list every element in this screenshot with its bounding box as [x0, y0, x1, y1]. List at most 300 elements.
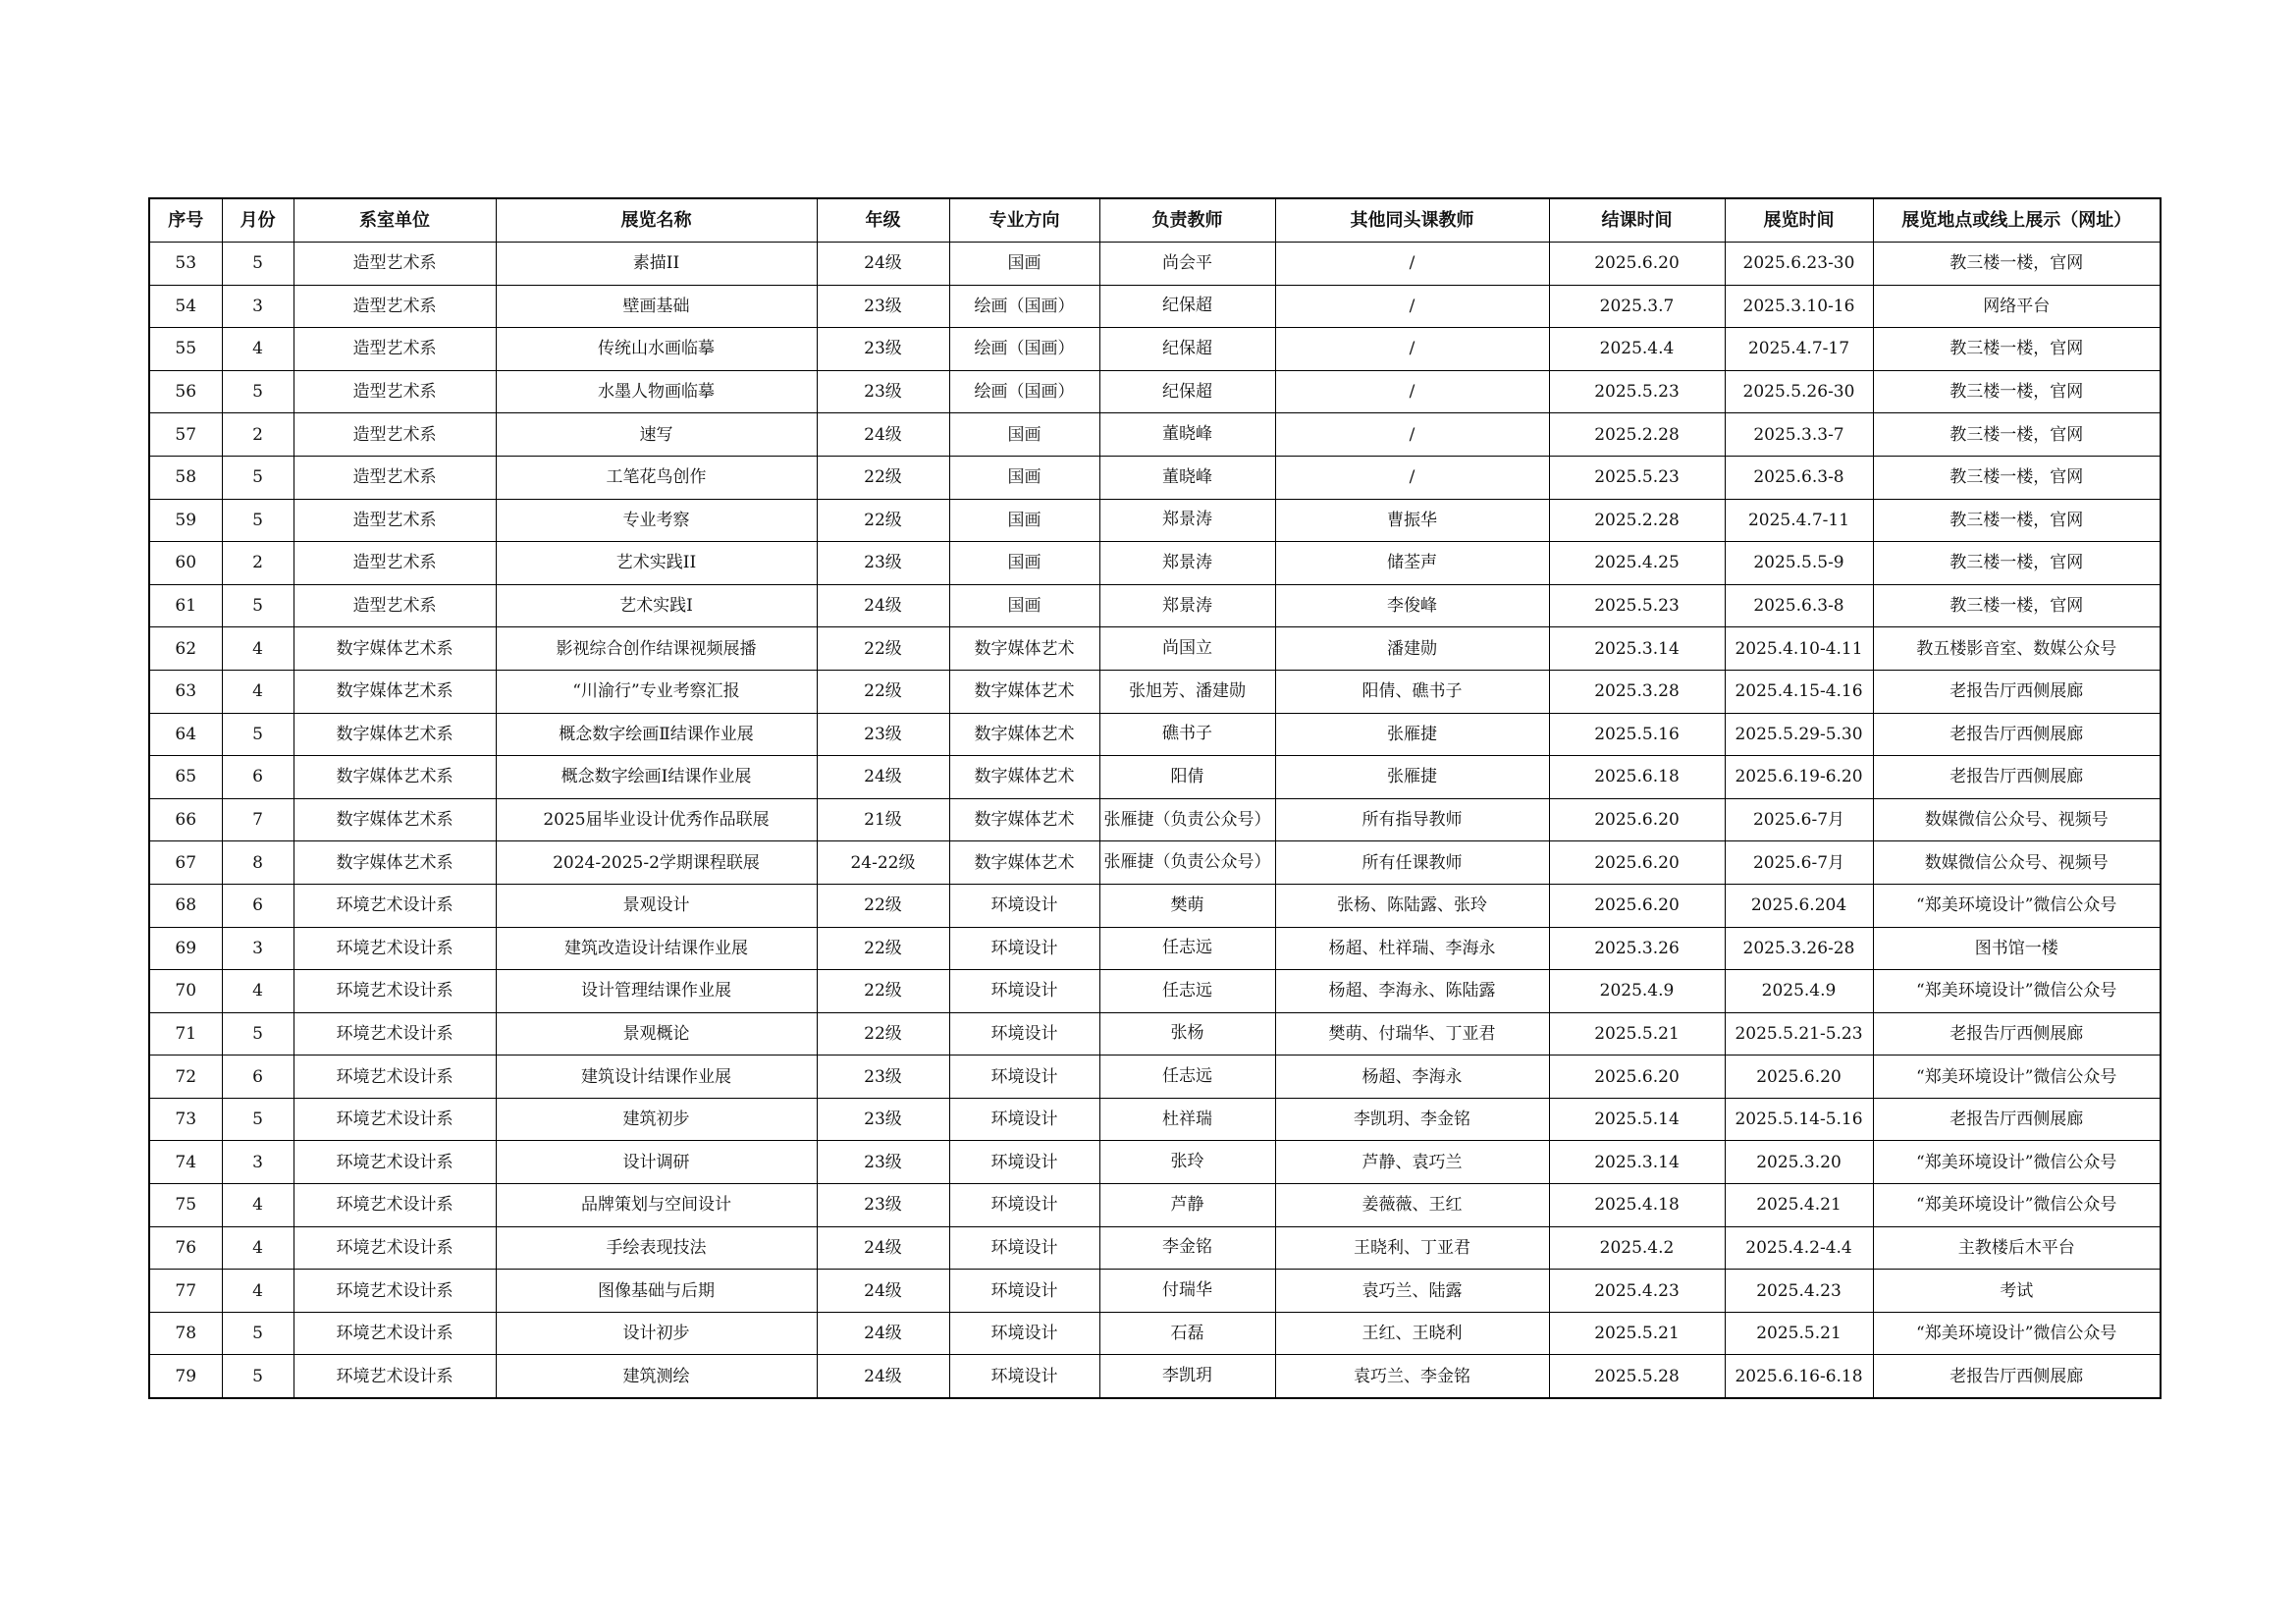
- cell-month: 2: [222, 542, 294, 585]
- cell-department: 数字媒体艺术系: [294, 756, 496, 799]
- cell-exhibition-time: 2025.4.2-4.4: [1725, 1226, 1873, 1270]
- cell-exhibition-name: 概念数字绘画Ⅱ结课作业展: [496, 713, 817, 756]
- cell-index: 56: [149, 370, 222, 413]
- cell-exhibition-name: 壁画基础: [496, 285, 817, 328]
- cell-index: 59: [149, 499, 222, 542]
- cell-lead-teacher: 李凯玥: [1099, 1355, 1275, 1398]
- cell-major: 环境设计: [949, 1355, 1099, 1398]
- cell-lead-teacher: 张雁捷（负责公众号）: [1099, 841, 1275, 885]
- cell-location: 数媒微信公众号、视频号: [1873, 841, 2161, 885]
- cell-course-end: 2025.2.28: [1549, 499, 1725, 542]
- cell-course-end: 2025.6.20: [1549, 243, 1725, 286]
- cell-department: 环境艺术设计系: [294, 884, 496, 927]
- cell-month: 2: [222, 413, 294, 457]
- cell-department: 造型艺术系: [294, 584, 496, 627]
- cell-major: 环境设计: [949, 970, 1099, 1013]
- cell-location: 教五楼影音室、数媒公众号: [1873, 627, 2161, 671]
- cell-exhibition-time: 2025.4.23: [1725, 1270, 1873, 1313]
- table-row: [149, 1226, 2161, 1270]
- cell-location: “郑美环境设计”微信公众号: [1873, 970, 2161, 1013]
- cell-department: 数字媒体艺术系: [294, 841, 496, 885]
- cell-exhibition-time: 2025.3.3-7: [1725, 413, 1873, 457]
- cell-index: 57: [149, 413, 222, 457]
- cell-location: 教三楼一楼，官网: [1873, 456, 2161, 499]
- cell-exhibition-time: 2025.6.23-30: [1725, 243, 1873, 286]
- header-department: 系室单位: [294, 198, 496, 243]
- table-row: [149, 1312, 2161, 1355]
- cell-location: 网络平台: [1873, 285, 2161, 328]
- cell-other-teachers: /: [1275, 328, 1549, 371]
- cell-month: 4: [222, 1270, 294, 1313]
- cell-other-teachers: 王红、王晓利: [1275, 1312, 1549, 1355]
- cell-exhibition-time: 2025.5.14-5.16: [1725, 1098, 1873, 1141]
- cell-exhibition-name: 建筑设计结课作业展: [496, 1056, 817, 1099]
- cell-grade: 24级: [817, 1270, 949, 1313]
- cell-exhibition-time: 2025.6.19-6.20: [1725, 756, 1873, 799]
- cell-index: 75: [149, 1184, 222, 1227]
- table-row: [149, 841, 2161, 885]
- cell-location: 考试: [1873, 1270, 2161, 1313]
- cell-exhibition-time: 2025.6.20: [1725, 1056, 1873, 1099]
- cell-grade: 23级: [817, 713, 949, 756]
- cell-other-teachers: 张雁捷: [1275, 713, 1549, 756]
- cell-location: 数媒微信公众号、视频号: [1873, 798, 2161, 841]
- cell-grade: 24-22级: [817, 841, 949, 885]
- cell-other-teachers: 李凯玥、李金铭: [1275, 1098, 1549, 1141]
- cell-month: 4: [222, 1226, 294, 1270]
- cell-location: “郑美环境设计”微信公众号: [1873, 1312, 2161, 1355]
- cell-month: 4: [222, 328, 294, 371]
- table-row: [149, 927, 2161, 970]
- cell-exhibition-time: 2025.5.21-5.23: [1725, 1012, 1873, 1056]
- exhibition-schedule-table: [148, 197, 2162, 1399]
- cell-exhibition-name: 素描II: [496, 243, 817, 286]
- header-exhibition-time: 展览时间: [1725, 198, 1873, 243]
- cell-exhibition-name: 影视综合创作结课视频展播: [496, 627, 817, 671]
- cell-course-end: 2025.3.14: [1549, 627, 1725, 671]
- cell-exhibition-name: 概念数字绘画Ⅰ结课作业展: [496, 756, 817, 799]
- cell-lead-teacher: 芦静: [1099, 1184, 1275, 1227]
- cell-other-teachers: 阳倩、礁书子: [1275, 670, 1549, 713]
- cell-exhibition-time: 2025.6.204: [1725, 884, 1873, 927]
- cell-other-teachers: 杨超、李海永: [1275, 1056, 1549, 1099]
- cell-department: 环境艺术设计系: [294, 1012, 496, 1056]
- cell-lead-teacher: 杜祥瑞: [1099, 1098, 1275, 1141]
- cell-course-end: 2025.5.21: [1549, 1012, 1725, 1056]
- cell-major: 数字媒体艺术: [949, 798, 1099, 841]
- cell-index: 74: [149, 1141, 222, 1184]
- cell-month: 5: [222, 370, 294, 413]
- header-exhibition-name: 展览名称: [496, 198, 817, 243]
- cell-course-end: 2025.6.20: [1549, 798, 1725, 841]
- cell-other-teachers: 杨超、李海永、陈陆露: [1275, 970, 1549, 1013]
- cell-department: 数字媒体艺术系: [294, 798, 496, 841]
- cell-exhibition-time: 2025.4.21: [1725, 1184, 1873, 1227]
- cell-index: 58: [149, 456, 222, 499]
- table-row: [149, 542, 2161, 585]
- cell-exhibition-name: “川渝行”专业考察汇报: [496, 670, 817, 713]
- table-row: [149, 413, 2161, 457]
- cell-major: 绘画（国画）: [949, 285, 1099, 328]
- cell-department: 造型艺术系: [294, 370, 496, 413]
- cell-location: 老报告厅西侧展廊: [1873, 713, 2161, 756]
- cell-index: 70: [149, 970, 222, 1013]
- cell-index: 55: [149, 328, 222, 371]
- cell-other-teachers: /: [1275, 285, 1549, 328]
- cell-department: 数字媒体艺术系: [294, 627, 496, 671]
- cell-exhibition-name: 建筑测绘: [496, 1355, 817, 1398]
- table-row: [149, 456, 2161, 499]
- cell-lead-teacher: 石磊: [1099, 1312, 1275, 1355]
- cell-department: 环境艺术设计系: [294, 1184, 496, 1227]
- cell-course-end: 2025.3.26: [1549, 927, 1725, 970]
- cell-grade: 23级: [817, 328, 949, 371]
- cell-other-teachers: 袁巧兰、李金铭: [1275, 1355, 1549, 1398]
- cell-grade: 23级: [817, 1056, 949, 1099]
- cell-month: 5: [222, 713, 294, 756]
- cell-exhibition-time: 2025.6-7月: [1725, 798, 1873, 841]
- cell-month: 4: [222, 1184, 294, 1227]
- cell-course-end: 2025.2.28: [1549, 413, 1725, 457]
- cell-course-end: 2025.3.7: [1549, 285, 1725, 328]
- cell-grade: 23级: [817, 1098, 949, 1141]
- cell-department: 环境艺术设计系: [294, 927, 496, 970]
- cell-other-teachers: 潘建勋: [1275, 627, 1549, 671]
- cell-index: 53: [149, 243, 222, 286]
- cell-location: 教三楼一楼，官网: [1873, 584, 2161, 627]
- cell-lead-teacher: 阳倩: [1099, 756, 1275, 799]
- cell-index: 73: [149, 1098, 222, 1141]
- cell-major: 环境设计: [949, 927, 1099, 970]
- cell-other-teachers: 杨超、杜祥瑞、李海永: [1275, 927, 1549, 970]
- cell-major: 环境设计: [949, 1226, 1099, 1270]
- cell-exhibition-name: 速写: [496, 413, 817, 457]
- cell-index: 68: [149, 884, 222, 927]
- cell-index: 67: [149, 841, 222, 885]
- cell-course-end: 2025.5.23: [1549, 370, 1725, 413]
- cell-other-teachers: 樊萌、付瑞华、丁亚君: [1275, 1012, 1549, 1056]
- cell-grade: 23级: [817, 285, 949, 328]
- cell-index: 76: [149, 1226, 222, 1270]
- table-row: [149, 756, 2161, 799]
- cell-exhibition-time: 2025.5.29-5.30: [1725, 713, 1873, 756]
- cell-major: 环境设计: [949, 1270, 1099, 1313]
- cell-major: 环境设计: [949, 1012, 1099, 1056]
- cell-exhibition-name: 建筑初步: [496, 1098, 817, 1141]
- table-header-row: [149, 198, 2161, 243]
- cell-other-teachers: 姜薇薇、王红: [1275, 1184, 1549, 1227]
- table-row: [149, 1141, 2161, 1184]
- cell-major: 绘画（国画）: [949, 328, 1099, 371]
- cell-location: 老报告厅西侧展廊: [1873, 1098, 2161, 1141]
- cell-department: 环境艺术设计系: [294, 1270, 496, 1313]
- table-row: [149, 285, 2161, 328]
- cell-exhibition-name: 艺术实践II: [496, 542, 817, 585]
- cell-index: 79: [149, 1355, 222, 1398]
- cell-exhibition-name: 工笔花鸟创作: [496, 456, 817, 499]
- cell-location: 教三楼一楼，官网: [1873, 370, 2161, 413]
- table-row: [149, 1270, 2161, 1313]
- cell-lead-teacher: 纪保超: [1099, 328, 1275, 371]
- cell-course-end: 2025.4.23: [1549, 1270, 1725, 1313]
- cell-grade: 22级: [817, 970, 949, 1013]
- cell-major: 国画: [949, 456, 1099, 499]
- cell-month: 5: [222, 499, 294, 542]
- cell-major: 数字媒体艺术: [949, 627, 1099, 671]
- cell-grade: 22级: [817, 670, 949, 713]
- cell-major: 国画: [949, 584, 1099, 627]
- cell-department: 环境艺术设计系: [294, 1226, 496, 1270]
- cell-month: 7: [222, 798, 294, 841]
- cell-course-end: 2025.4.2: [1549, 1226, 1725, 1270]
- cell-other-teachers: /: [1275, 370, 1549, 413]
- cell-index: 66: [149, 798, 222, 841]
- cell-course-end: 2025.4.4: [1549, 328, 1725, 371]
- cell-major: 环境设计: [949, 884, 1099, 927]
- cell-exhibition-name: 景观设计: [496, 884, 817, 927]
- cell-index: 64: [149, 713, 222, 756]
- cell-department: 造型艺术系: [294, 499, 496, 542]
- cell-exhibition-time: 2025.5.21: [1725, 1312, 1873, 1355]
- cell-location: “郑美环境设计”微信公众号: [1873, 1184, 2161, 1227]
- cell-exhibition-name: 建筑改造设计结课作业展: [496, 927, 817, 970]
- cell-course-end: 2025.3.14: [1549, 1141, 1725, 1184]
- cell-department: 造型艺术系: [294, 456, 496, 499]
- table-row: [149, 1012, 2161, 1056]
- cell-lead-teacher: 郑景涛: [1099, 584, 1275, 627]
- cell-exhibition-name: 2024-2025-2学期课程联展: [496, 841, 817, 885]
- cell-location: “郑美环境设计”微信公众号: [1873, 1056, 2161, 1099]
- cell-course-end: 2025.4.18: [1549, 1184, 1725, 1227]
- cell-index: 71: [149, 1012, 222, 1056]
- cell-department: 造型艺术系: [294, 285, 496, 328]
- cell-grade: 24级: [817, 1226, 949, 1270]
- cell-grade: 24级: [817, 1312, 949, 1355]
- cell-index: 63: [149, 670, 222, 713]
- cell-department: 环境艺术设计系: [294, 1056, 496, 1099]
- cell-other-teachers: /: [1275, 456, 1549, 499]
- cell-lead-teacher: 付瑞华: [1099, 1270, 1275, 1313]
- cell-location: 教三楼一楼，官网: [1873, 499, 2161, 542]
- cell-exhibition-time: 2025.4.9: [1725, 970, 1873, 1013]
- cell-course-end: 2025.5.16: [1549, 713, 1725, 756]
- cell-major: 数字媒体艺术: [949, 670, 1099, 713]
- cell-other-teachers: 芦静、袁巧兰: [1275, 1141, 1549, 1184]
- cell-month: 4: [222, 627, 294, 671]
- cell-department: 造型艺术系: [294, 328, 496, 371]
- cell-grade: 22级: [817, 456, 949, 499]
- cell-grade: 24级: [817, 584, 949, 627]
- cell-exhibition-time: 2025.3.26-28: [1725, 927, 1873, 970]
- cell-major: 国画: [949, 243, 1099, 286]
- cell-exhibition-name: 手绘表现技法: [496, 1226, 817, 1270]
- cell-other-teachers: 曹振华: [1275, 499, 1549, 542]
- cell-lead-teacher: 任志远: [1099, 1056, 1275, 1099]
- cell-lead-teacher: 张旭芳、潘建勋: [1099, 670, 1275, 713]
- cell-exhibition-name: 景观概论: [496, 1012, 817, 1056]
- cell-grade: 23级: [817, 1184, 949, 1227]
- cell-course-end: 2025.6.18: [1549, 756, 1725, 799]
- cell-lead-teacher: 张玲: [1099, 1141, 1275, 1184]
- cell-grade: 24级: [817, 243, 949, 286]
- cell-department: 造型艺术系: [294, 413, 496, 457]
- cell-exhibition-name: 设计管理结课作业展: [496, 970, 817, 1013]
- cell-location: 教三楼一楼，官网: [1873, 328, 2161, 371]
- cell-grade: 22级: [817, 884, 949, 927]
- table-row: [149, 243, 2161, 286]
- cell-other-teachers: /: [1275, 243, 1549, 286]
- cell-major: 国画: [949, 413, 1099, 457]
- cell-major: 环境设计: [949, 1312, 1099, 1355]
- table-row: [149, 970, 2161, 1013]
- cell-location: 老报告厅西侧展廊: [1873, 1355, 2161, 1398]
- cell-lead-teacher: 张雁捷（负责公众号）: [1099, 798, 1275, 841]
- cell-major: 数字媒体艺术: [949, 841, 1099, 885]
- cell-month: 5: [222, 243, 294, 286]
- cell-index: 72: [149, 1056, 222, 1099]
- header-other-teachers: 其他同头课教师: [1275, 198, 1549, 243]
- cell-index: 69: [149, 927, 222, 970]
- cell-exhibition-time: 2025.4.10-4.11: [1725, 627, 1873, 671]
- table-row: [149, 370, 2161, 413]
- cell-index: 60: [149, 542, 222, 585]
- cell-department: 造型艺术系: [294, 243, 496, 286]
- table-row: [149, 670, 2161, 713]
- cell-course-end: 2025.5.14: [1549, 1098, 1725, 1141]
- cell-other-teachers: 张杨、陈陆露、张玲: [1275, 884, 1549, 927]
- cell-lead-teacher: 尚会平: [1099, 243, 1275, 286]
- table-row: [149, 499, 2161, 542]
- cell-exhibition-time: 2025.3.10-16: [1725, 285, 1873, 328]
- table-row: [149, 798, 2161, 841]
- cell-exhibition-name: 2025届毕业设计优秀作品联展: [496, 798, 817, 841]
- cell-major: 环境设计: [949, 1184, 1099, 1227]
- cell-other-teachers: 所有指导教师: [1275, 798, 1549, 841]
- cell-major: 环境设计: [949, 1141, 1099, 1184]
- cell-month: 6: [222, 884, 294, 927]
- cell-major: 绘画（国画）: [949, 370, 1099, 413]
- cell-course-end: 2025.4.9: [1549, 970, 1725, 1013]
- cell-department: 造型艺术系: [294, 542, 496, 585]
- cell-month: 6: [222, 1056, 294, 1099]
- cell-grade: 23级: [817, 370, 949, 413]
- table-row: [149, 713, 2161, 756]
- cell-exhibition-name: 艺术实践I: [496, 584, 817, 627]
- table-row: [149, 884, 2161, 927]
- cell-month: 3: [222, 1141, 294, 1184]
- cell-month: 6: [222, 756, 294, 799]
- table-body: [149, 243, 2161, 1399]
- cell-department: 环境艺术设计系: [294, 1098, 496, 1141]
- cell-month: 5: [222, 456, 294, 499]
- cell-location: “郑美环境设计”微信公众号: [1873, 1141, 2161, 1184]
- cell-lead-teacher: 张杨: [1099, 1012, 1275, 1056]
- cell-grade: 22级: [817, 927, 949, 970]
- cell-exhibition-name: 水墨人物画临摹: [496, 370, 817, 413]
- cell-lead-teacher: 任志远: [1099, 970, 1275, 1013]
- cell-exhibition-time: 2025.6.3-8: [1725, 456, 1873, 499]
- cell-course-end: 2025.5.28: [1549, 1355, 1725, 1398]
- cell-grade: 21级: [817, 798, 949, 841]
- cell-lead-teacher: 李金铭: [1099, 1226, 1275, 1270]
- header-month: 月份: [222, 198, 294, 243]
- table-row: [149, 1184, 2161, 1227]
- cell-grade: 22级: [817, 1012, 949, 1056]
- table-row: [149, 1056, 2161, 1099]
- cell-exhibition-time: 2025.4.7-11: [1725, 499, 1873, 542]
- cell-lead-teacher: 任志远: [1099, 927, 1275, 970]
- table-row: [149, 328, 2161, 371]
- cell-course-end: 2025.3.28: [1549, 670, 1725, 713]
- cell-major: 国画: [949, 499, 1099, 542]
- cell-grade: 24级: [817, 1355, 949, 1398]
- cell-exhibition-time: 2025.4.7-17: [1725, 328, 1873, 371]
- cell-lead-teacher: 樊萌: [1099, 884, 1275, 927]
- cell-exhibition-name: 传统山水画临摹: [496, 328, 817, 371]
- header-index: 序号: [149, 198, 222, 243]
- cell-other-teachers: /: [1275, 413, 1549, 457]
- cell-other-teachers: 王晓利、丁亚君: [1275, 1226, 1549, 1270]
- cell-exhibition-name: 图像基础与后期: [496, 1270, 817, 1313]
- cell-grade: 22级: [817, 499, 949, 542]
- header-lead-teacher: 负责教师: [1099, 198, 1275, 243]
- table-row: [149, 1355, 2161, 1398]
- cell-exhibition-name: 专业考察: [496, 499, 817, 542]
- cell-exhibition-name: 设计初步: [496, 1312, 817, 1355]
- cell-grade: 24级: [817, 756, 949, 799]
- cell-course-end: 2025.5.21: [1549, 1312, 1725, 1355]
- cell-month: 5: [222, 1098, 294, 1141]
- cell-department: 环境艺术设计系: [294, 1355, 496, 1398]
- cell-location: 教三楼一楼，官网: [1873, 542, 2161, 585]
- cell-month: 3: [222, 285, 294, 328]
- cell-course-end: 2025.6.20: [1549, 841, 1725, 885]
- cell-course-end: 2025.5.23: [1549, 456, 1725, 499]
- cell-other-teachers: 张雁捷: [1275, 756, 1549, 799]
- cell-location: 教三楼一楼，官网: [1873, 413, 2161, 457]
- cell-location: 老报告厅西侧展廊: [1873, 1012, 2161, 1056]
- cell-exhibition-time: 2025.6.16-6.18: [1725, 1355, 1873, 1398]
- cell-other-teachers: 袁巧兰、陆露: [1275, 1270, 1549, 1313]
- cell-exhibition-time: 2025.5.26-30: [1725, 370, 1873, 413]
- cell-lead-teacher: 董晓峰: [1099, 456, 1275, 499]
- cell-department: 环境艺术设计系: [294, 1312, 496, 1355]
- cell-lead-teacher: 郑景涛: [1099, 499, 1275, 542]
- cell-department: 数字媒体艺术系: [294, 713, 496, 756]
- cell-major: 数字媒体艺术: [949, 713, 1099, 756]
- header-course-end: 结课时间: [1549, 198, 1725, 243]
- cell-major: 数字媒体艺术: [949, 756, 1099, 799]
- cell-index: 54: [149, 285, 222, 328]
- cell-month: 4: [222, 970, 294, 1013]
- cell-course-end: 2025.4.25: [1549, 542, 1725, 585]
- cell-exhibition-time: 2025.6-7月: [1725, 841, 1873, 885]
- cell-lead-teacher: 郑景涛: [1099, 542, 1275, 585]
- cell-month: 4: [222, 670, 294, 713]
- cell-index: 61: [149, 584, 222, 627]
- cell-other-teachers: 李俊峰: [1275, 584, 1549, 627]
- cell-month: 8: [222, 841, 294, 885]
- cell-exhibition-time: 2025.4.15-4.16: [1725, 670, 1873, 713]
- cell-lead-teacher: 礁书子: [1099, 713, 1275, 756]
- cell-grade: 22级: [817, 627, 949, 671]
- cell-month: 3: [222, 927, 294, 970]
- cell-location: 主教楼后木平台: [1873, 1226, 2161, 1270]
- cell-index: 62: [149, 627, 222, 671]
- cell-course-end: 2025.5.23: [1549, 584, 1725, 627]
- cell-lead-teacher: 纪保超: [1099, 370, 1275, 413]
- cell-grade: 24级: [817, 413, 949, 457]
